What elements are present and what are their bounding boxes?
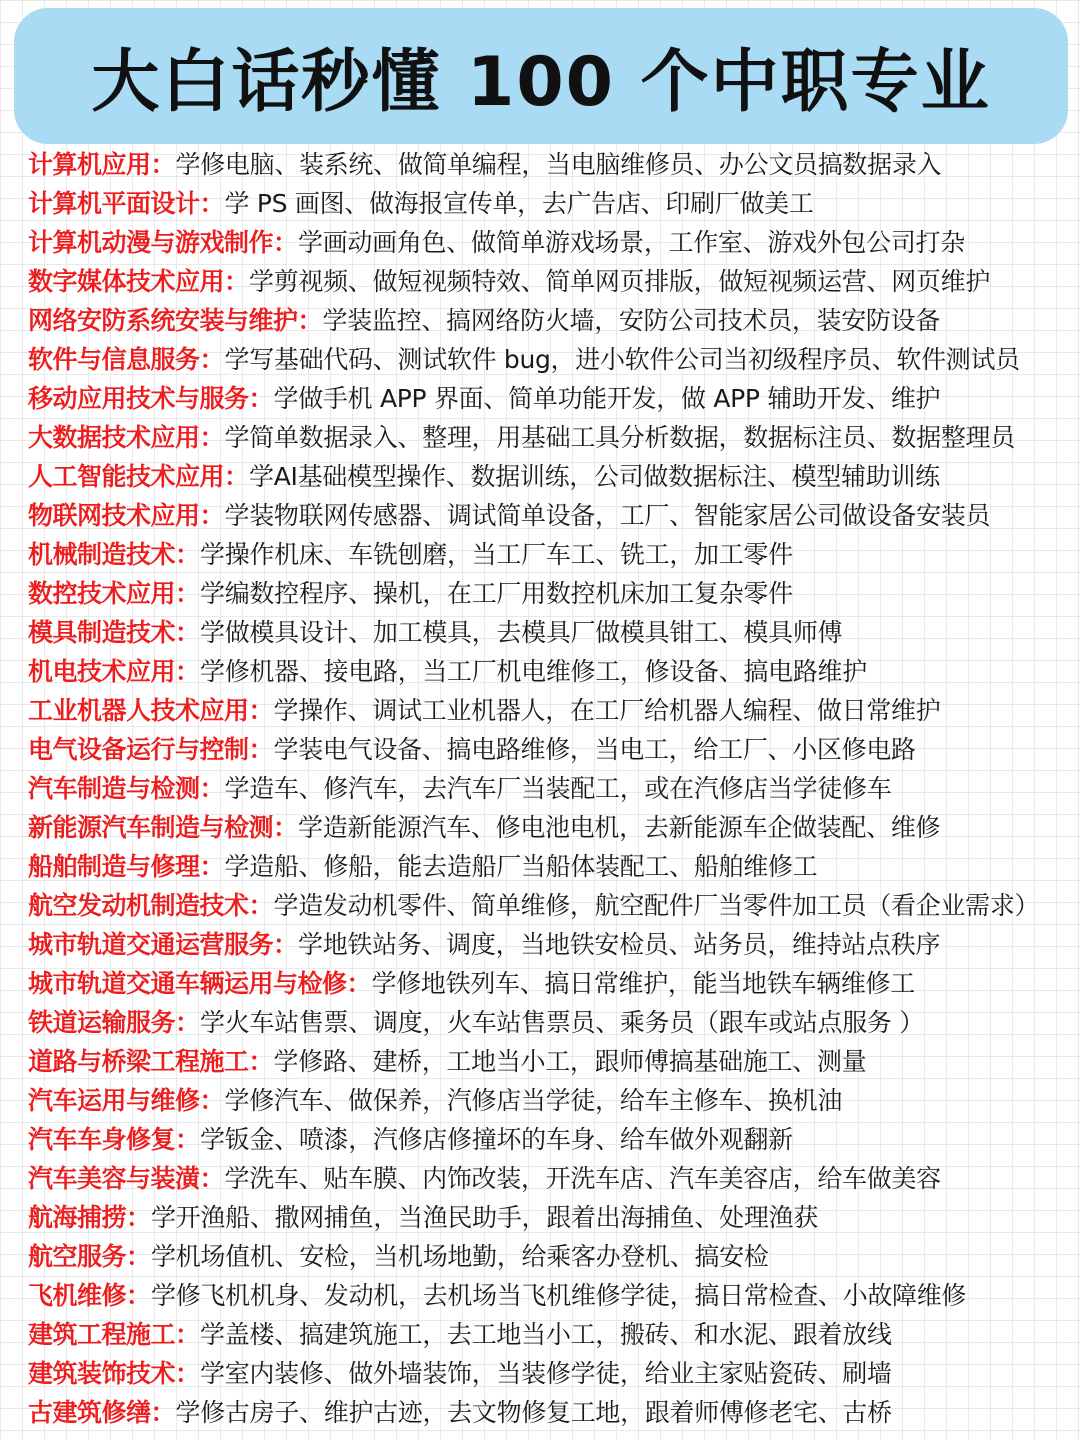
major-description: 学造新能源汽车、修电池电机，去新能源车企做装配、维修 — [298, 813, 941, 842]
major-name: 飞机维修 — [28, 1281, 127, 1310]
major-description: 学修飞机机身、发动机，去机场当飞机维修学徒，搞日常检查、小故障维修 — [151, 1281, 967, 1310]
major-colon: ： — [199, 423, 225, 452]
list-item — [28, 847, 1078, 886]
major-colon: ： — [199, 345, 225, 374]
major-colon: ： — [199, 1086, 225, 1115]
major-colon: ： — [175, 540, 201, 569]
major-description: 学写基础代码、测试软件 bug，进小软件公司当初级程序员、软件测试员 — [224, 345, 1020, 374]
page-title: 大白话秒懂 100 个中职专业 — [91, 42, 991, 122]
major-description: 学盖楼、搞建筑施工，去工地当小工，搬砖、和水泥、跟着放线 — [200, 1320, 892, 1349]
major-colon: ： — [175, 1320, 201, 1349]
list-item — [28, 964, 1078, 1003]
list-item — [28, 184, 1078, 223]
major-name: 数控技术应用 — [28, 579, 176, 608]
major-colon: ： — [199, 189, 225, 218]
list-item — [28, 769, 1078, 808]
major-description: 学造发动机零件、简单维修，航空配件厂当零件加工员（看企业需求） — [273, 891, 1040, 920]
major-name: 汽车制造与检测 — [28, 774, 200, 803]
major-name: 大数据技术应用 — [28, 423, 200, 452]
list-item — [28, 535, 1078, 574]
major-colon: ： — [297, 306, 323, 335]
major-colon: ： — [175, 1008, 201, 1037]
list-item — [28, 613, 1078, 652]
major-description: 学火车站售票、调度，火车站售票员、乘务员（跟车或站点服务 ） — [200, 1008, 924, 1037]
major-description: 学机场值机、安检，当机场地勤，给乘客办登机、搞安检 — [151, 1242, 769, 1271]
major-name: 建筑工程施工 — [28, 1320, 176, 1349]
major-colon: ： — [273, 228, 299, 257]
list-item — [28, 379, 1078, 418]
major-list — [28, 145, 1078, 1432]
major-description: 学修古房子、维护古迹，去文物修复工地，跟着师傅修老宅、古桥 — [175, 1398, 892, 1427]
major-name: 古建筑修缮 — [28, 1398, 151, 1427]
major-name: 电气设备运行与控制 — [28, 735, 249, 764]
list-item — [28, 886, 1078, 925]
major-colon: ： — [248, 891, 274, 920]
major-colon: ： — [175, 579, 201, 608]
major-name: 汽车车身修复 — [28, 1125, 176, 1154]
major-description: 学做模具设计、加工模具，去模具厂做模具钳工、模具师傅 — [200, 618, 843, 647]
major-colon: ： — [199, 774, 225, 803]
major-colon: ： — [175, 618, 201, 647]
major-name: 道路与桥梁工程施工 — [28, 1047, 249, 1076]
major-description: 学操作、调试工业机器人，在工厂给机器人编程、做日常维护 — [273, 696, 941, 725]
major-description: 学修地铁列车、搞日常维护，能当地铁车辆维修工 — [371, 969, 915, 998]
list-item — [28, 1237, 1078, 1276]
list-item — [28, 418, 1078, 457]
major-name: 机电技术应用 — [28, 657, 176, 686]
list-item — [28, 652, 1078, 691]
major-description: 学简单数据录入、整理，用基础工具分析数据，数据标注员、数据整理员 — [224, 423, 1015, 452]
major-colon: ： — [150, 150, 176, 179]
list-item — [28, 262, 1078, 301]
major-colon: ： — [199, 1164, 225, 1193]
list-item — [28, 1159, 1078, 1198]
major-description: 学修机器、接电路，当工厂机电维修工，修设备、搞电路维护 — [200, 657, 867, 686]
list-item — [28, 1081, 1078, 1120]
list-item — [28, 1315, 1078, 1354]
list-item — [28, 808, 1078, 847]
major-colon: ： — [248, 1047, 274, 1076]
major-description: 学做手机 APP 界面、简单功能开发，做 APP 辅助开发、维护 — [273, 384, 941, 413]
major-description: 学造车、修汽车，去汽车厂当装配工，或在汽修店当学徒修车 — [224, 774, 892, 803]
major-description: 学修路、建桥，工地当小工，跟师傅搞基础施工、测量 — [273, 1047, 867, 1076]
major-name: 计算机应用 — [28, 150, 151, 179]
major-name: 汽车美容与装潢 — [28, 1164, 200, 1193]
major-name: 计算机动漫与游戏制作 — [28, 228, 274, 257]
major-name: 人工智能技术应用 — [28, 462, 225, 491]
major-description: 学造船、修船，能去造船厂当船体装配工、船舶维修工 — [224, 852, 818, 881]
list-item — [28, 301, 1078, 340]
list-item — [28, 574, 1078, 613]
major-description: 学修汽车、做保养，汽修店当学徒，给车主修车、换机油 — [224, 1086, 843, 1115]
major-description: 学操作机床、车铣刨磨，当工厂车工、铣工，加工零件 — [200, 540, 793, 569]
major-colon: ： — [248, 384, 274, 413]
major-name: 航空服务 — [28, 1242, 127, 1271]
list-item — [28, 145, 1078, 184]
major-description: 学钣金、喷漆，汽修店修撞坏的车身、给车做外观翻新 — [200, 1125, 793, 1154]
list-item — [28, 223, 1078, 262]
major-colon: ： — [150, 1398, 176, 1427]
major-name: 汽车运用与维修 — [28, 1086, 200, 1115]
major-description: 学AI基础模型操作、数据训练，公司做数据标注、模型辅助训练 — [249, 462, 940, 491]
major-description: 学装电气设备、搞电路维修，当电工，给工厂、小区修电路 — [273, 735, 916, 764]
major-name: 新能源汽车制造与检测 — [28, 813, 274, 842]
major-name: 模具制造技术 — [28, 618, 176, 647]
major-name: 物联网技术应用 — [28, 501, 200, 530]
major-colon: ： — [248, 735, 274, 764]
major-description: 学画动画角色、做简单游戏场景，工作室、游戏外包公司打杂 — [298, 228, 965, 257]
list-item — [28, 1042, 1078, 1081]
major-description: 学装监控、搞网络防火墙，安防公司技术员，装安防设备 — [322, 306, 941, 335]
major-description: 学装物联网传感器、调试简单设备，工厂、智能家居公司做设备安装员 — [224, 501, 991, 530]
major-name: 移动应用技术与服务 — [28, 384, 249, 413]
major-name: 铁道运输服务 — [28, 1008, 176, 1037]
major-name: 软件与信息服务 — [28, 345, 200, 374]
list-item — [28, 1003, 1078, 1042]
major-description: 学洗车、贴车膜、内饰改装，开洗车店、汽车美容店，给车做美容 — [224, 1164, 941, 1193]
major-colon: ： — [346, 969, 372, 998]
major-description: 学编数控程序、操机，在工厂用数控机床加工复杂零件 — [200, 579, 793, 608]
major-name: 航空发动机制造技术 — [28, 891, 249, 920]
major-name: 建筑装饰技术 — [28, 1359, 176, 1388]
major-colon: ： — [273, 813, 299, 842]
list-item — [28, 1354, 1078, 1393]
list-item — [28, 691, 1078, 730]
list-item — [28, 1198, 1078, 1237]
major-colon: ： — [224, 267, 250, 296]
major-description: 学开渔船、撒网捕鱼，当渔民助手，跟着出海捕鱼、处理渔获 — [151, 1203, 818, 1232]
major-colon: ： — [224, 462, 250, 491]
major-colon: ： — [126, 1203, 152, 1232]
major-colon: ： — [175, 1125, 201, 1154]
major-name: 网络安防系统安装与维护 — [28, 306, 298, 335]
list-item — [28, 1276, 1078, 1315]
major-name: 航海捕捞 — [28, 1203, 127, 1232]
major-colon: ： — [175, 1359, 201, 1388]
list-item — [28, 730, 1078, 769]
major-colon: ： — [248, 696, 274, 725]
list-item — [28, 1393, 1078, 1432]
major-colon: ： — [126, 1281, 152, 1310]
title-banner — [14, 8, 1068, 144]
major-description: 学修电脑、装系统、做简单编程，当电脑维修员、办公文员搞数据录入 — [175, 150, 942, 179]
major-name: 机械制造技术 — [28, 540, 176, 569]
list-item — [28, 457, 1078, 496]
major-description: 学地铁站务、调度，当地铁安检员、站务员，维持站点秩序 — [298, 930, 941, 959]
major-name: 船舶制造与修理 — [28, 852, 200, 881]
major-colon: ： — [126, 1242, 152, 1271]
major-description: 学 PS 画图、做海报宣传单，去广告店、印刷厂做美工 — [224, 189, 814, 218]
major-colon: ： — [175, 657, 201, 686]
major-colon: ： — [273, 930, 299, 959]
major-description: 学剪视频、做短视频特效、简单网页排版，做短视频运营、网页维护 — [249, 267, 991, 296]
list-item — [28, 496, 1078, 535]
major-name: 数字媒体技术应用 — [28, 267, 225, 296]
major-description: 学室内装修、做外墙装饰，当装修学徒，给业主家贴瓷砖、刷墙 — [200, 1359, 892, 1388]
major-colon: ： — [199, 852, 225, 881]
major-name: 城市轨道交通运营服务 — [28, 930, 274, 959]
list-item — [28, 925, 1078, 964]
major-name: 城市轨道交通车辆运用与检修 — [28, 969, 347, 998]
major-name: 工业机器人技术应用 — [28, 696, 249, 725]
major-name: 计算机平面设计 — [28, 189, 200, 218]
list-item — [28, 340, 1078, 379]
list-item — [28, 1120, 1078, 1159]
major-colon: ： — [199, 501, 225, 530]
